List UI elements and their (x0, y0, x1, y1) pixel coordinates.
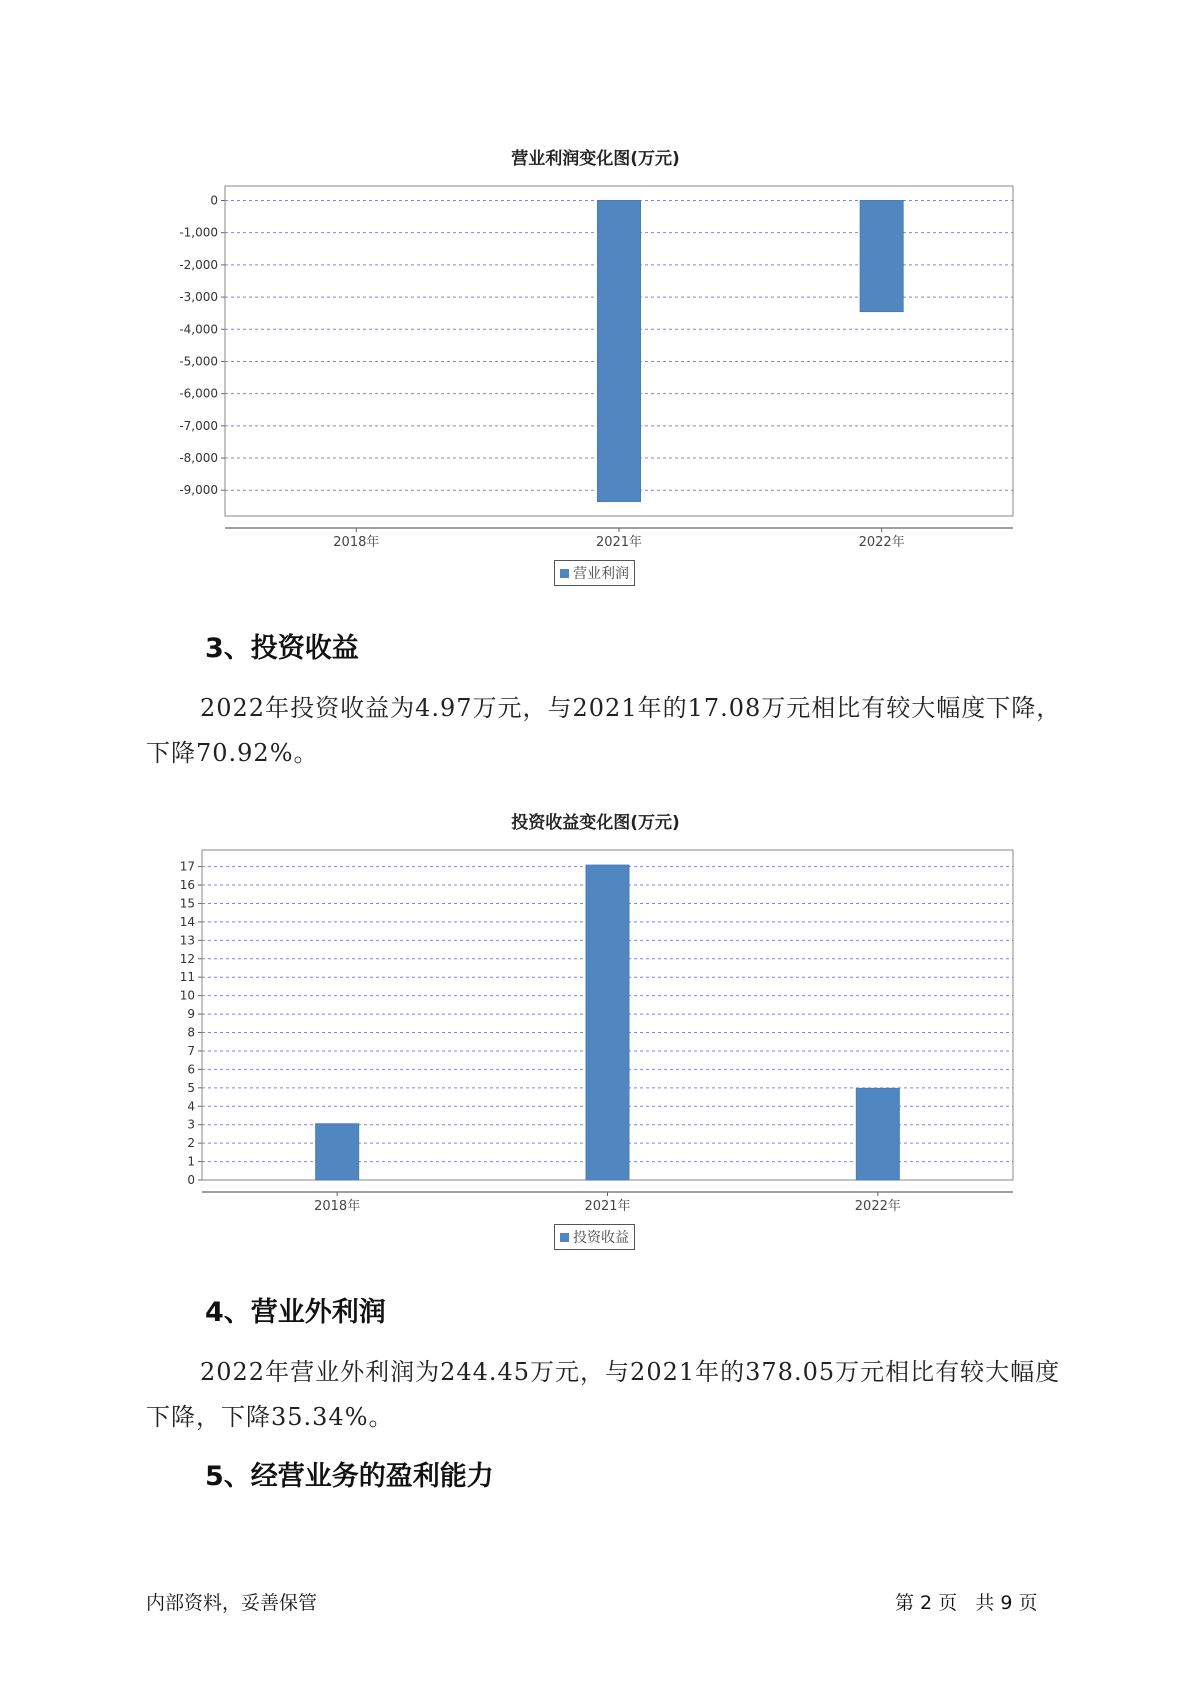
x-tick-label: 2021年 (595, 535, 643, 550)
section-heading-business-profitability: 5、经营业务的盈利能力 (205, 1461, 494, 1492)
x-tick-label: 2018年 (333, 535, 380, 550)
y-tick-label: 5 (187, 1080, 195, 1095)
x-tick-label: 2022年 (854, 1199, 901, 1214)
y-tick-label: 17 (179, 859, 195, 874)
bar-2018年 (316, 1124, 359, 1180)
footer-page-number: 第 2 页 共 9 页 (895, 1592, 1038, 1614)
chart1-legend-label: 营业利润 (573, 566, 629, 582)
bar-2021年 (598, 200, 641, 501)
legend-swatch-icon (560, 569, 569, 578)
y-tick-label: 4 (187, 1099, 195, 1114)
y-tick-label: 16 (179, 878, 195, 893)
plot-frame (225, 186, 1013, 516)
y-tick-label: 0 (187, 1173, 195, 1187)
y-tick-label: -5,000 (179, 354, 218, 369)
y-tick-label: 11 (179, 970, 195, 985)
bar-2021年 (586, 865, 629, 1180)
x-tick-label: 2018年 (314, 1199, 361, 1214)
y-tick-label: -3,000 (179, 290, 218, 305)
y-tick-label: 8 (187, 1025, 195, 1040)
x-tick-label: 2022年 (858, 535, 905, 550)
section-paragraph-investment-income: 2022年投资收益为4.97万元，与2021年的17.08万元相比有较大幅度下降，下降70.92%。 (146, 694, 1062, 767)
y-tick-label: 6 (187, 1062, 195, 1077)
y-tick-label: 12 (179, 951, 195, 966)
chart1-title: 营业利润变化图(万元) (511, 149, 680, 169)
legend-swatch-icon (560, 1233, 569, 1242)
y-tick-label: -8,000 (179, 451, 218, 466)
section-heading-non-operating-profit: 4、营业外利润 (205, 1297, 386, 1328)
chart2-legend (554, 1224, 635, 1250)
bar-2022年 (860, 200, 903, 311)
plot-frame (202, 850, 1013, 1180)
y-tick-label: 3 (187, 1117, 195, 1132)
x-tick-label: 2021年 (584, 1199, 631, 1214)
y-tick-label: 9 (187, 1007, 195, 1022)
y-tick-label: -4,000 (179, 322, 218, 337)
y-tick-label: -6,000 (179, 386, 218, 401)
chart2-legend-label: 投资收益 (573, 1230, 629, 1246)
y-tick-label: -2,000 (179, 257, 218, 272)
y-tick-label: -1,000 (179, 225, 218, 240)
y-tick-label: 0 (210, 193, 218, 208)
y-tick-label: 15 (179, 896, 195, 911)
y-tick-label: 10 (179, 988, 195, 1003)
y-tick-label: -9,000 (179, 483, 218, 498)
section-paragraph-non-operating-profit: 2022年营业外利润为244.45万元，与2021年的378.05万元相比有较大幅度下降，下降35.34%。 (146, 1358, 1061, 1431)
y-tick-label: 2 (187, 1136, 195, 1151)
bar-2022年 (856, 1088, 899, 1180)
y-tick-label: -7,000 (179, 418, 218, 433)
y-tick-label: 14 (179, 914, 195, 929)
footer-confidential-note: 内部资料，妥善保管 (146, 1592, 318, 1614)
section-heading-investment-income: 3、投资收益 (205, 633, 359, 664)
chart1-legend (554, 560, 635, 586)
y-tick-label: 1 (187, 1154, 195, 1169)
y-tick-label: 13 (179, 933, 195, 948)
chart2-title: 投资收益变化图(万元) (511, 813, 680, 833)
y-tick-label: 7 (187, 1043, 195, 1058)
